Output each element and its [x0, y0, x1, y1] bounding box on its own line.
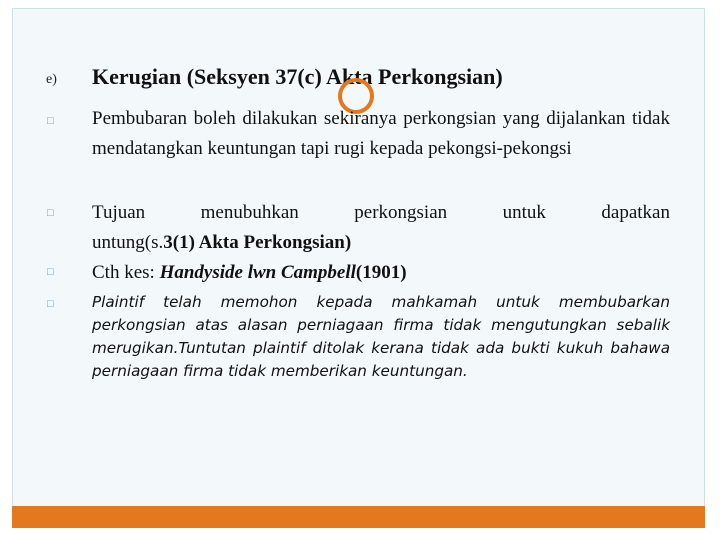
- case-year: (1901): [355, 262, 407, 283]
- point-purpose-line2b: 3(1) Akta Perkongsian): [163, 232, 352, 253]
- point-purpose-line2a: untung(s.: [92, 232, 164, 253]
- point-dissolution: Pembubaran boleh dilakukan sekiranya perkongsian yang dijalankan tidak mendatangkan keuntungan tapi rugi kepada pekongsi-pekongsi: [92, 108, 670, 159]
- bullet-icon: □: [47, 115, 54, 127]
- bullet-icon: □: [47, 298, 54, 310]
- list-marker: e): [46, 72, 57, 87]
- point-case-facts: Plaintif telah memohon kepada mahkamah untuk membubarkan perkongsian atas alasan perniagaan firma tidak mengutungkan sebalik merugikan.Tuntutan plaintif ditolak kerana tidak ada bukti kukuh bahawa perniagaan firma tidak memberikan keuntungan.: [92, 293, 670, 380]
- point-case: [92, 258, 670, 288]
- bottom-accent-bar: [12, 506, 705, 528]
- case-name: Handyside lwn Campbell: [159, 262, 356, 283]
- point-purpose: [92, 198, 670, 258]
- bullet-icon: □: [47, 266, 54, 278]
- bullet-icon: □: [47, 207, 54, 219]
- point-purpose-line1: Tujuan menubuhkan perkongsian untuk dapatkan: [92, 202, 670, 223]
- slide-title: Kerugian (Seksyen 37(c) Akta Perkongsian): [92, 64, 503, 89]
- case-prefix: Cth kes:: [92, 262, 160, 283]
